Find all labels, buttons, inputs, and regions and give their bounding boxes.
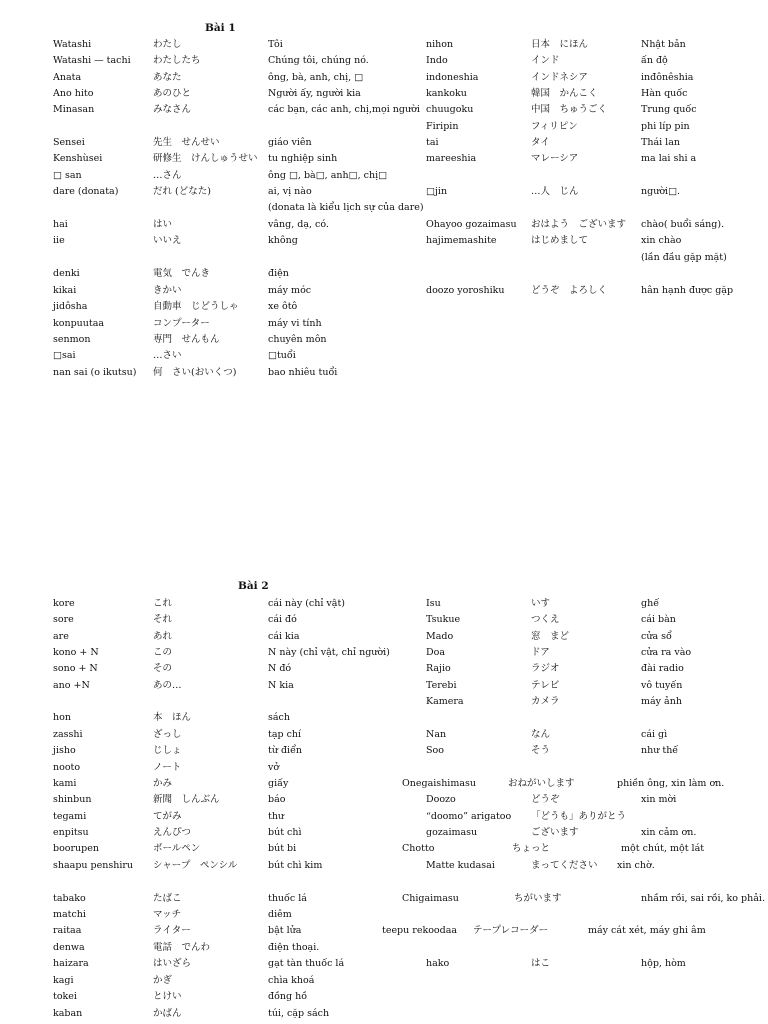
vocab-romaji-2: Firipin xyxy=(426,121,459,132)
vocab-meaning-2: xin cảm ơn. xyxy=(641,827,697,838)
vocab-kana: みなさん xyxy=(153,104,192,115)
vocab-meaning: xe ôtô xyxy=(268,301,298,312)
vocab-kana-2: 窓 まど xyxy=(531,631,570,642)
vocab-romaji: senmon xyxy=(53,334,91,345)
vocab-romaji: Sensei xyxy=(53,137,85,148)
vocab-kana-2: ございます xyxy=(531,827,579,838)
vocab-meaning: túi, cặp sách xyxy=(268,1008,330,1019)
vocab-meaning-2: cửa sổ xyxy=(641,631,672,642)
vocab-kana: ざっし xyxy=(153,729,182,740)
vocab-meaning: □tuổi xyxy=(268,350,296,361)
vocab-meaning: cái này (chỉ vật) xyxy=(268,598,345,609)
vocab-kana-2: インドネシア xyxy=(531,72,588,83)
vocab-kana: 新聞 しんぶん xyxy=(153,794,220,805)
vocab-romaji: denki xyxy=(53,268,80,279)
vocab-meaning: N kia xyxy=(268,680,294,691)
vocab-romaji: nooto xyxy=(53,762,81,773)
vocab-romaji-2: Terebi xyxy=(426,680,457,691)
vocab-kana: 本 ほん xyxy=(153,712,192,723)
vocab-kana-2: 「どうも」ありがとう xyxy=(531,811,627,822)
vocab-kana: ノート xyxy=(153,762,182,773)
vocab-meaning: diêm xyxy=(268,909,292,920)
vocab-meaning: đồng hồ xyxy=(268,991,308,1002)
vocab-kana-2: 韓国 かんこく xyxy=(531,88,598,99)
vocab-meaning: cái đó xyxy=(268,614,297,625)
vocab-romaji: zasshi xyxy=(53,729,83,740)
vocab-romaji: matchi xyxy=(53,909,86,920)
vocab-meaning: bao nhiêu tuổi xyxy=(268,367,338,378)
vocab-romaji: sore xyxy=(53,614,74,625)
vocab-meaning-2: người□. xyxy=(641,186,681,197)
vocab-meaning-2: cái gì xyxy=(641,729,668,740)
vocab-meaning: không xyxy=(268,235,298,246)
vocab-kana: 専門 せんもん xyxy=(153,334,220,345)
vocab-kana: それ xyxy=(153,614,173,625)
vocab-romaji-2: indoneshia xyxy=(426,72,479,83)
vocab-romaji: jisho xyxy=(53,745,76,756)
vocab-romaji: boorupen xyxy=(53,843,100,854)
vocab-kana: じしょ xyxy=(153,745,182,756)
vocab-kana-2: ちがいます xyxy=(514,893,562,904)
vocab-meaning-2: máy cát xét, máy ghi âm xyxy=(588,925,706,936)
vocab-kana: ボールペン xyxy=(153,843,201,854)
vocab-meaning-2: Hàn quốc xyxy=(641,88,688,99)
vocab-kana-2: ラジオ xyxy=(531,663,560,674)
vocab-kana-2: はじめまして xyxy=(531,235,589,246)
vocab-kana-2: タイ xyxy=(531,137,550,148)
vocab-kana: 電話 でんわ xyxy=(153,942,211,953)
vocab-romaji-2: doozo yoroshiku xyxy=(426,285,505,296)
vocab-romaji: shaapu penshiru xyxy=(53,860,134,871)
vocab-meaning-2: nhầm rồi, sai rồi, ko phải. xyxy=(641,893,765,904)
vocab-romaji-2: Chotto xyxy=(402,843,435,854)
vocab-meaning: bút chì xyxy=(268,827,302,838)
vocab-romaji: Watashi xyxy=(53,39,92,50)
vocab-kana: あなた xyxy=(153,72,182,83)
vocab-romaji-2: “doomo” arigatoo xyxy=(426,811,512,822)
vocab-romaji-2: Doozo xyxy=(426,794,456,805)
vocab-meaning: bút chì kim xyxy=(268,860,323,871)
vocab-kana-2: カメラ xyxy=(531,696,560,707)
vocab-meaning: điện thoại. xyxy=(268,942,320,953)
vocab-romaji-2: Nan xyxy=(426,729,447,740)
vocab-kana-2: おねがいします xyxy=(508,778,575,789)
vocab-romaji-2: mareeshia xyxy=(426,153,477,164)
vocab-romaji: enpitsu xyxy=(53,827,89,838)
vocab-romaji: konpuutaa xyxy=(53,318,105,329)
vocab-meaning: giấy xyxy=(268,778,289,789)
vocab-romaji: tokei xyxy=(53,991,77,1002)
vocab-meaning-2: inđônêshia xyxy=(641,72,694,83)
vocab-meaning: điện xyxy=(268,268,289,279)
vocab-meaning: ông □, bà□, anh□, chị□ xyxy=(268,170,388,181)
vocab-meaning: Chúng tôi, chúng nó. xyxy=(268,55,369,66)
vocab-meaning-2: cửa ra vào xyxy=(641,647,692,658)
vocab-romaji: Ano hito xyxy=(53,88,94,99)
vocab-romaji: iie xyxy=(53,235,65,246)
vocab-kana-2: テープレコーダー xyxy=(473,925,549,936)
vocab-kana: 自動車 じどうしゃ xyxy=(153,301,239,312)
vocab-kana: だれ (どなた) xyxy=(153,186,211,197)
vocab-meaning: các bạn, các anh, chị,mọi người xyxy=(268,104,420,115)
vocab-romaji: denwa xyxy=(53,942,85,953)
vocab-romaji-2: Chigaimasu xyxy=(402,893,459,904)
vocab-kana-2: ちょっと xyxy=(512,843,551,854)
vocab-romaji: shinbun xyxy=(53,794,92,805)
vocab-kana-2: フィリピン xyxy=(531,121,578,132)
vocab-meaning-2: xin chào xyxy=(641,235,682,246)
vocab-romaji: raitaa xyxy=(53,925,82,936)
vocab-kana-2: いす xyxy=(531,598,551,609)
vocab-kana-2: ドア xyxy=(531,647,550,658)
vocab-meaning: chuyên môn xyxy=(268,334,327,345)
vocab-meaning-2: xin chờ. xyxy=(617,860,655,871)
vocab-kana: きかい xyxy=(153,285,182,296)
vocab-meaning-2: chào( buổi sáng). xyxy=(641,219,725,230)
vocab-meaning: N đó xyxy=(268,663,292,674)
vocab-kana: 何 さい(おいくつ) xyxy=(153,367,237,378)
vocab-meaning-2: (lần đầu gặp mặt) xyxy=(641,252,727,263)
vocab-meaning-2: cái bàn xyxy=(641,614,676,625)
vocab-meaning: tu nghiệp sinh xyxy=(268,153,338,164)
vocab-meaning: bật lửa xyxy=(268,925,302,936)
vocab-kana-2: はこ xyxy=(531,958,551,969)
vocab-meaning: vở xyxy=(268,762,280,773)
vocab-meaning: máy vi tính xyxy=(268,318,322,329)
vocab-kana: コンプーター xyxy=(153,318,210,329)
vocab-meaning: giáo viên xyxy=(268,137,312,148)
vocab-meaning: thư xyxy=(268,811,285,822)
vocab-romaji: haizara xyxy=(53,958,89,969)
vocab-kana: てがみ xyxy=(153,811,182,822)
lesson-1-heading: Bài 1 xyxy=(205,22,236,34)
vocab-meaning-2: ma lai shi a xyxy=(641,153,697,164)
vocab-romaji-2: □jin xyxy=(426,186,448,197)
vocab-kana: これ xyxy=(153,598,173,609)
vocab-romaji-2: hajimemashite xyxy=(426,235,497,246)
vocab-meaning-2: ghế xyxy=(641,598,660,609)
vocab-kana-2: 日本 にほん xyxy=(531,39,589,50)
vocab-romaji: tegami xyxy=(53,811,87,822)
vocab-meaning: ông, bà, anh, chị, □ xyxy=(268,72,364,83)
vocab-kana: その xyxy=(153,663,173,674)
vocab-romaji-2: Mado xyxy=(426,631,454,642)
vocab-romaji-2: gozaimasu xyxy=(426,827,478,838)
vocab-meaning-2: đài radio xyxy=(641,663,684,674)
vocab-romaji: kami xyxy=(53,778,77,789)
vocab-romaji: sono + N xyxy=(53,663,98,674)
vocab-romaji: Anata xyxy=(53,72,82,83)
vocab-kana: …さん xyxy=(153,170,182,181)
vocab-meaning-2: hân hạnh được gặp xyxy=(641,285,734,296)
vocab-romaji: nan sai (o ikutsu) xyxy=(53,367,137,378)
vocab-kana: わたし xyxy=(153,39,182,50)
vocab-romaji-2: Soo xyxy=(426,745,444,756)
vocab-romaji-2: hako xyxy=(426,958,450,969)
vocab-kana-2: テレビ xyxy=(531,680,560,691)
vocab-romaji-2: kankoku xyxy=(426,88,467,99)
vocab-meaning: Tôi xyxy=(268,39,283,50)
vocab-meaning-2: vô tuyến xyxy=(641,680,683,691)
vocab-romaji-2: tai xyxy=(426,137,439,148)
vocab-romaji: kagi xyxy=(53,975,74,986)
vocab-meaning: bút bi xyxy=(268,843,297,854)
vocab-meaning-2: Nhật bản xyxy=(641,39,686,50)
vocab-meaning: máy móc xyxy=(268,285,312,296)
vocab-kana: えんぴつ xyxy=(153,827,192,838)
vocab-romaji: □ san xyxy=(53,170,82,181)
vocab-romaji: kono + N xyxy=(53,647,99,658)
vocab-romaji-2: Ohayoo gozaimasu xyxy=(426,219,517,230)
vocab-meaning: cái kia xyxy=(268,631,300,642)
vocab-meaning: vâng, dạ, có. xyxy=(268,219,329,230)
vocab-romaji-2: Doa xyxy=(426,647,445,658)
vocab-kana-2: おはよう ございます xyxy=(531,219,627,230)
vocab-meaning-2: phi líp pin xyxy=(641,121,690,132)
vocab-kana: わたしたち xyxy=(153,55,201,66)
vocab-kana-2: インド xyxy=(531,55,560,66)
vocab-kana: ライター xyxy=(153,925,191,936)
vocab-romaji: tabako xyxy=(53,893,86,904)
vocab-meaning: ai, vị nào xyxy=(268,186,312,197)
vocab-kana: あの… xyxy=(153,680,182,691)
vocab-meaning-2: hộp, hòm xyxy=(641,958,686,969)
vocab-kana-2: つくえ xyxy=(531,614,560,625)
vocab-meaning-2: Trung quốc xyxy=(641,104,697,115)
vocab-romaji-2: chuugoku xyxy=(426,104,474,115)
vocab-kana-2: どうぞ よろしく xyxy=(531,285,608,296)
vocab-romaji: ano +N xyxy=(53,680,90,691)
vocab-kana: あれ xyxy=(153,631,173,642)
vocab-meaning: báo xyxy=(268,794,286,805)
vocab-romaji: Minasan xyxy=(53,104,95,115)
vocab-meaning-2: một chút, một lát xyxy=(621,843,705,854)
vocab-kana: かばん xyxy=(153,1008,182,1019)
vocab-meaning-2: Thái lan xyxy=(641,137,680,148)
vocab-kana: はい xyxy=(153,219,173,230)
vocab-romaji-2: Kamera xyxy=(426,696,464,707)
vocab-meaning: Người ấy, người kia xyxy=(268,88,361,99)
vocab-romaji-2: nihon xyxy=(426,39,454,50)
vocab-kana: 電気 でんき xyxy=(153,268,211,279)
vocab-meaning-2: phiền ông, xin làm ơn. xyxy=(617,778,725,789)
vocab-romaji: kaban xyxy=(53,1008,83,1019)
vocab-kana-2: どうぞ xyxy=(531,794,560,805)
vocab-kana-2: まってください xyxy=(531,860,598,871)
vocab-romaji-2: teepu rekoodaa xyxy=(382,925,458,936)
vocab-kana: はいざら xyxy=(153,958,192,969)
vocab-meaning: từ điển xyxy=(268,745,303,756)
vocab-meaning: (donata là kiểu lịch sự của dare) xyxy=(268,202,424,213)
vocab-kana-2: そう xyxy=(531,745,551,756)
lesson-2-heading: Bài 2 xyxy=(238,580,269,592)
vocab-romaji: □sai xyxy=(53,350,76,361)
vocab-kana: とけい xyxy=(153,991,182,1002)
vocab-meaning: N này (chỉ vật, chỉ người) xyxy=(268,647,390,658)
vocab-kana: あのひと xyxy=(153,88,192,99)
vocab-romaji-2: Onegaishimasu xyxy=(402,778,477,789)
vocab-kana: この xyxy=(153,647,173,658)
vocab-romaji-2: Matte kudasai xyxy=(426,860,495,871)
vocab-meaning: gạt tàn thuốc lá xyxy=(268,958,345,969)
vocab-meaning: tạp chí xyxy=(268,729,302,740)
vocab-meaning-2: máy ảnh xyxy=(641,696,682,707)
vocab-meaning-2: xin mời xyxy=(641,794,677,805)
vocab-romaji-2: Indo xyxy=(426,55,448,66)
vocab-kana: 研修生 けんしゅうせい xyxy=(153,153,258,164)
vocab-meaning: sách xyxy=(268,712,290,723)
vocab-kana-2: なん xyxy=(531,729,551,740)
vocab-kana: …さい xyxy=(153,350,182,361)
vocab-kana-2: マレーシア xyxy=(531,153,579,164)
vocab-meaning-2: như thế xyxy=(641,745,679,756)
vocab-romaji: are xyxy=(53,631,69,642)
vocab-meaning: thuốc lá xyxy=(268,893,307,904)
vocab-meaning: chìa khoá xyxy=(268,975,315,986)
vocab-kana: マッチ xyxy=(153,909,182,920)
vocab-romaji: kore xyxy=(53,598,75,609)
vocab-romaji: Watashi — tachi xyxy=(53,55,131,66)
vocab-romaji: dare (donata) xyxy=(53,186,119,197)
vocab-romaji: hai xyxy=(53,219,68,230)
vocab-romaji-2: Tsukue xyxy=(426,614,461,625)
vocab-kana: たばこ xyxy=(153,893,182,904)
vocab-romaji: hon xyxy=(53,712,71,723)
vocab-kana: かぎ xyxy=(153,975,173,986)
vocab-romaji-2: Rajio xyxy=(426,663,451,674)
vocab-kana: 先生 せんせい xyxy=(153,137,220,148)
vocab-romaji-2: Isu xyxy=(426,598,441,609)
vocab-kana: シャープ ペンシル xyxy=(153,860,238,871)
vocab-romaji: Kenshùsei xyxy=(53,153,103,164)
vocab-kana-2: …人 じん xyxy=(531,186,579,197)
vocab-romaji: jidôsha xyxy=(53,301,88,312)
vocab-kana: いいえ xyxy=(153,235,182,246)
vocab-romaji: kikai xyxy=(53,285,77,296)
vocab-kana: かみ xyxy=(153,778,173,789)
vocab-meaning-2: ấn độ xyxy=(641,55,668,66)
vocab-kana-2: 中国 ちゅうごく xyxy=(531,104,608,115)
